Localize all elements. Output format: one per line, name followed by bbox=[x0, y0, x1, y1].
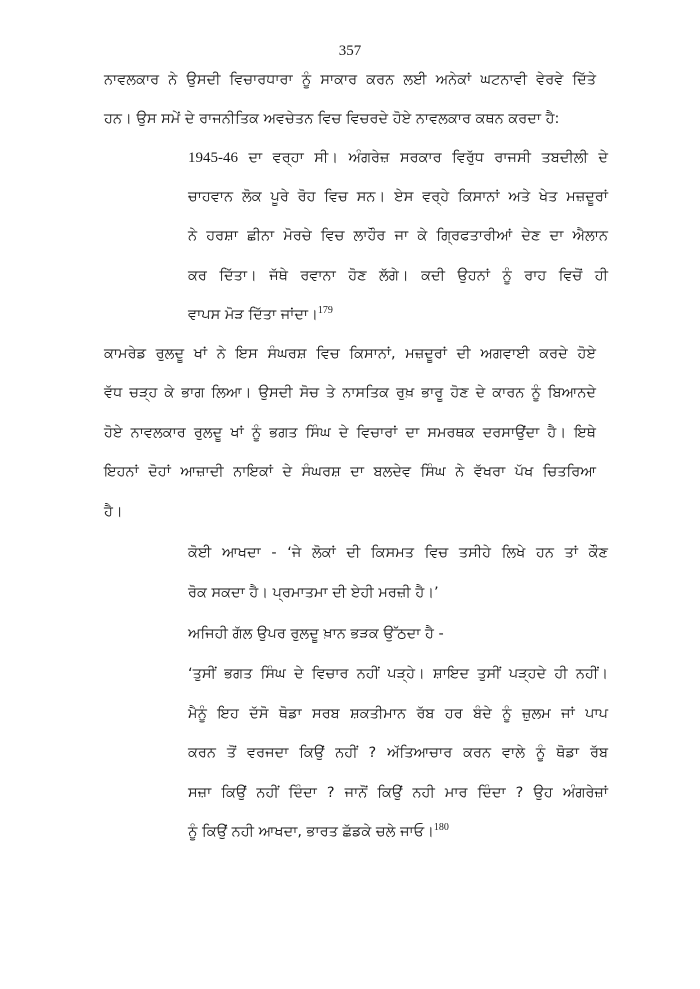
footnote-marker: 179 bbox=[317, 305, 333, 316]
paragraph-line: ਹੋਏ ਨਾਵਲਕਾਰ ਰੁਲਦੂ ਖਾਂ ਨੂੰ ਭਗਤ ਸਿੰਘ ਦੇ ਵਿਚਾਰਾਂ ਦਾ ਸਮਰਥਕ ਦਰਸਾਉਂਦਾ ਹੈ। ਇਥੇ bbox=[104, 425, 596, 441]
quote-line: ਸਜ਼ਾ ਕਿਉਂ ਨਹੀਂ ਦਿੰਦਾ ? ਜਾਨੋਂ ਕਿਉਂ ਨਹੀ ਮਾਰ ਦਿੰਦਾ ? ਉਹ ਅੰਗਰੇਜ਼ਾਂ bbox=[188, 785, 608, 801]
quote-line: ਕੋਈ ਆਖਦਾ - ‘ਜੇ ਲੋਕਾਂ ਦੀ ਕਿਸਮਤ ਵਿਚ ਤਸੀਹੇ ਲਿਖੇ ਹਨ ਤਾਂ ਕੌਣ bbox=[188, 545, 608, 561]
quote-line: ‘ਤੁਸੀਂ ਭਗਤ ਸਿੰਘ ਦੇ ਵਿਚਾਰ ਨਹੀਂ ਪੜ੍ਹੇ। ਸ਼ਾਇਦ ਤੁਸੀਂ ਪੜ੍ਹਦੇ ਹੀ ਨਹੀਂ। bbox=[188, 666, 608, 682]
year-range: 1945-46 bbox=[188, 150, 238, 166]
paragraph-line: ਵੱਧ ਚੜ੍ਹ ਕੇ ਭਾਗ ਲਿਆ। ਉਸਦੀ ਸੋਚ ਤੇ ਨਾਸਤਿਕ ਰੁਖ਼ ਭਾਰੂ ਹੋਣ ਦੇ ਕਾਰਨ ਨੂੰ ਬਿਆਨਦੇ bbox=[104, 385, 596, 401]
quote-line: ਕਰ ਦਿੱਤਾ। ਜੱਥੇ ਰਵਾਨਾ ਹੋਣ ਲੱਗੇ। ਕਦੀ ਉਹਨਾਂ ਨੂੰ ਰਾਹ ਵਿਚੋਂ ਹੀ bbox=[188, 268, 608, 284]
paragraph-line: ਹੈ। bbox=[104, 504, 123, 520]
quote-line: ਮੈਨੂੰ ਇਹ ਦੱਸੋ ਥੋਡਾ ਸਰਬ ਸ਼ਕਤੀਮਾਨ ਰੱਬ ਹਰ ਬੰਦੇ ਨੂੰ ਜ਼ੁਲਮ ਜਾਂ ਪਾਪ bbox=[188, 706, 608, 722]
quote-line: ਵਾਪਸ ਮੋੜ ਦਿੱਤਾ ਜਾਂਦਾ।$^{179}$ bbox=[188, 305, 333, 323]
quote-line: ਨੂੰ ਕਿਉਂ ਨਹੀ ਆਖਦਾ, ਭਾਰਤ ਛੱਡਕੇ ਚਲੇ ਜਾਓ।$^{180}$ bbox=[188, 822, 449, 840]
paragraph-line: ਕਾਮਰੇਡ ਰੁਲਦੂ ਖਾਂ ਨੇ ਇਸ ਸੰਘਰਸ਼ ਵਿਚ ਕਿਸਾਨਾਂ, ਮਜ਼ਦੂਰਾਂ ਦੀ ਅਗਵਾਈ ਕਰਦੇ ਹੋਏ bbox=[104, 346, 596, 362]
footnote-marker: 180 bbox=[433, 822, 449, 833]
page-number: 357 bbox=[338, 43, 362, 59]
quote-line: ਚਾਹਵਾਨ ਲੋਕ ਪੂਰੇ ਰੋਹ ਵਿਚ ਸਨ। ਏਸ ਵਰ੍ਹੇ ਕਿਸਾਨਾਂ ਅਤੇ ਖੇਤ ਮਜ਼ਦੂਰਾਂ bbox=[188, 189, 608, 205]
quote-line: 1945-46 ਦਾ ਵਰ੍ਹਾ ਸੀ। ਅੰਗਰੇਜ਼ ਸਰਕਾਰ ਵਿਰੁੱਧ ਰਾਜਸੀ ਤਬਦੀਲੀ ਦੇ bbox=[188, 150, 608, 166]
paragraph-line: ਇਹਨਾਂ ਦੋਹਾਂ ਆਜ਼ਾਦੀ ਨਾਇਕਾਂ ਦੇ ਸੰਘਰਸ਼ ਦਾ ਬਲਦੇਵ ਸਿੰਘ ਨੇ ਵੱਖਰਾ ਪੱਖ ਚਿਤਰਿਆ bbox=[104, 464, 596, 480]
quote-line: ਅਜਿਹੀ ਗੱਲ ਉਪਰ ਰੁਲਦੂ ਖ਼ਾਨ ਭੜਕ ਉੱਠਦਾ ਹੈ - bbox=[188, 626, 444, 642]
quote-line: ਰੋਕ ਸਕਦਾ ਹੈ। ਪ੍ਰਮਾਤਮਾ ਦੀ ਏਹੀ ਮਰਜ਼ੀ ਹੈ।’ bbox=[188, 585, 439, 601]
quote-line: ਨੇ ਹਰਸ਼ਾ ਛੀਨਾ ਮੋਰਚੇ ਵਿਚ ਲਾਹੌਰ ਜਾ ਕੇ ਗ੍ਰਿਫਤਾਰੀਆਂ ਦੇਣ ਦਾ ਐਲਾਨ bbox=[188, 228, 608, 244]
paragraph-line: ਹਨ। ਉਸ ਸਮੇਂ ਦੇ ਰਾਜਨੀਤਿਕ ਅਵਚੇਤਨ ਵਿਚ ਵਿਚਰਦੇ ਹੋਏ ਨਾਵਲਕਾਰ ਕਥਨ ਕਰਦਾ ਹੈ: bbox=[104, 111, 560, 127]
quote-line: ਕਰਨ ਤੋਂ ਵਰਜਦਾ ਕਿਉਂ ਨਹੀਂ ? ਅੱਤਿਆਚਾਰ ਕਰਨ ਵਾਲੇ ਨੂੰ ਥੋਡਾ ਰੱਬ bbox=[188, 745, 608, 761]
paragraph-line: ਨਾਵਲਕਾਰ ਨੇ ਉਸਦੀ ਵਿਚਾਰਧਾਰਾ ਨੂੰ ਸਾਕਾਰ ਕਰਨ ਲਈ ਅਨੇਕਾਂ ਘਟਨਾਵੀ ਵੇਰਵੇ ਦਿੱਤੇ bbox=[104, 72, 596, 88]
